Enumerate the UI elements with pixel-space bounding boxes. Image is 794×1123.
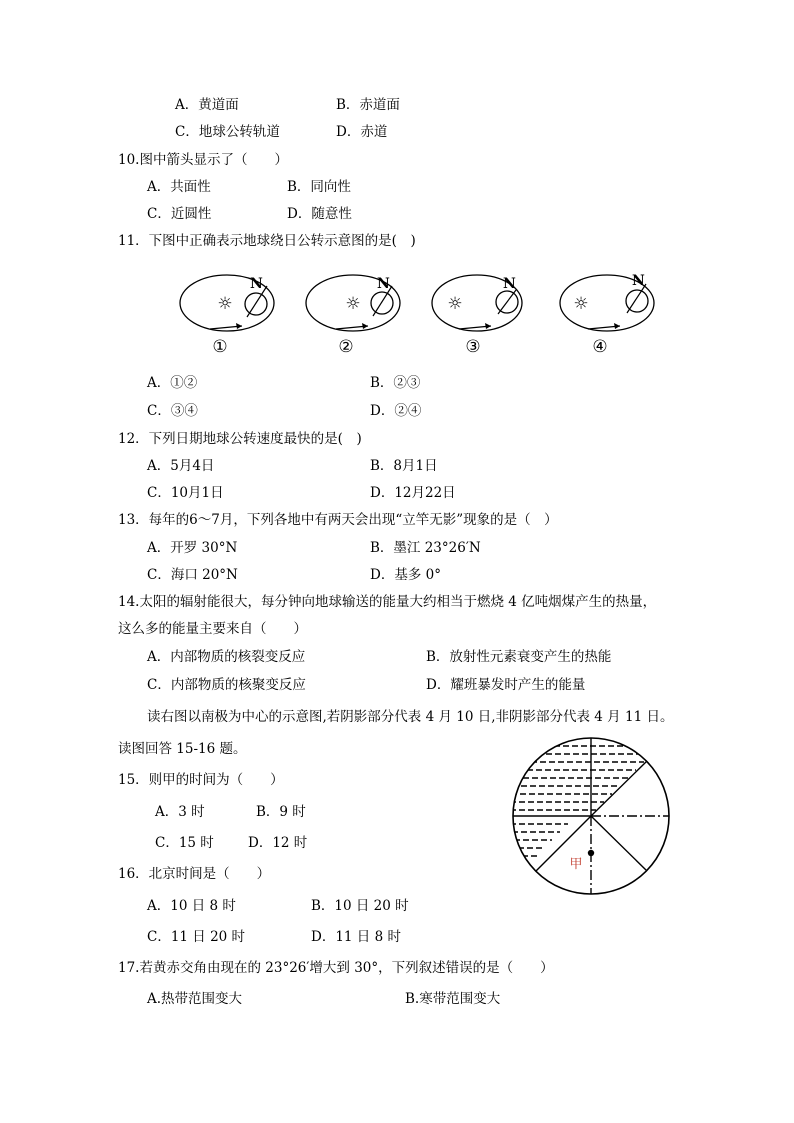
q12-stem: 12．下列日期地球公转速度最快的是( ) [118, 431, 362, 447]
q10-option-b: B．同向性 [287, 179, 351, 195]
figure-label-2: ② [338, 337, 354, 357]
q12-option-b: B．8月1日 [370, 458, 438, 474]
svg-text:☼: ☼ [345, 294, 361, 314]
q13-option-c: C．海口 20°N [147, 567, 238, 583]
q14-stem-line1: 14.太阳的辐射能很大，每分钟向地球输送的能量大约相当于燃烧 4 亿吨烟煤产生的热量， [118, 594, 657, 610]
q9-option-a: A．黄道面 [175, 97, 239, 113]
q15-option-c: C．15 时 [155, 835, 214, 851]
point-jia [588, 850, 594, 856]
q10-option-a: A．共面性 [147, 179, 211, 195]
intro-line1: 读右图以南极为中心的示意图,若阴影部分代表 4 月 10 日,非阴影部分代表 4 月 11 日。 [147, 709, 674, 725]
svg-text:☼: ☼ [217, 294, 233, 314]
q14-option-b: B．放射性元素衰变产生的热能 [426, 649, 612, 665]
q10-stem: 10.图中箭头显示了（ ） [118, 152, 288, 168]
pole-label: N [250, 276, 263, 292]
q9-option-d: D．赤道 [336, 124, 388, 140]
pole-label: N [503, 276, 516, 292]
q14-option-d: D．耀班暴发时产生的能量 [426, 677, 586, 693]
q16-stem: 16．北京时间是（ ） [118, 866, 271, 882]
q16-option-c: C．11 日 20 时 [147, 929, 246, 945]
q13-option-d: D．基多 0° [370, 567, 441, 583]
q10-option-d: D．随意性 [287, 206, 352, 222]
orbit-figure-2 [306, 275, 400, 357]
q12-option-a: A．5月4日 [147, 458, 215, 474]
q15-stem: 15．则甲的时间为（ ） [118, 772, 284, 788]
q15-option-a: A．3 时 [155, 804, 205, 820]
q11-option-b: B．②③ [370, 375, 421, 391]
q16-option-d: D．11 日 8 时 [311, 929, 401, 945]
q9-option-c: C．地球公转轨道 [175, 124, 280, 140]
figure-label-1: ① [212, 337, 228, 357]
orbit-figure-3 [432, 275, 522, 357]
q17-option-b: B.寒带范围变大 [405, 991, 501, 1007]
svg-text:☼: ☼ [573, 294, 589, 314]
q16-option-a: A．10 日 8 时 [147, 898, 236, 914]
q11-option-c: C．③④ [147, 403, 198, 419]
q12-option-c: C．10月1日 [147, 485, 224, 501]
figure-label-3: ③ [465, 337, 481, 357]
south-pole-figure [508, 736, 676, 896]
q14-option-c: C．内部物质的核聚变反应 [147, 677, 306, 693]
q11-option-a: A．①② [147, 375, 198, 391]
point-jia-label: 甲 [569, 857, 583, 872]
q17-option-a: A.热带范围变大 [147, 991, 243, 1007]
q16-option-b: B．10 日 20 时 [311, 898, 409, 914]
q15-option-b: B．9 时 [256, 804, 306, 820]
pole-label: N [377, 276, 390, 292]
orbit-figure-4 [560, 273, 654, 357]
q13-stem: 13．每年的6～7月，下列各地中有两天会出现“立竿无影”现象的是（ ） [118, 512, 558, 528]
intro-line2: 读图回答 15-16 题。 [118, 741, 247, 757]
q14-stem-line2: 这么多的能量主要来自（ ） [118, 621, 307, 637]
q10-option-c: C．近圆性 [147, 206, 212, 222]
svg-text:☼: ☼ [447, 294, 463, 314]
orbit-figures [170, 268, 660, 358]
q9-option-b: B．赤道面 [336, 97, 400, 113]
pole-label: N [632, 273, 645, 289]
q12-option-d: D．12月22日 [370, 485, 456, 501]
q11-option-d: D．②④ [370, 403, 422, 419]
q13-option-a: A．开罗 30°N [147, 540, 238, 556]
orbit-figure-1 [180, 275, 274, 357]
q11-stem: 11．下图中正确表示地球绕日公转示意图的是( ) [118, 233, 416, 249]
q17-stem: 17.若黄赤交角由现在的 23°26′增大到 30°，下列叙述错误的是（ ） [118, 960, 554, 976]
figure-label-4: ④ [592, 337, 608, 357]
q14-option-a: A．内部物质的核裂变反应 [147, 649, 306, 665]
q13-option-b: B．墨江 23°26′N [370, 540, 481, 556]
q15-option-d: D．12 时 [248, 835, 308, 851]
